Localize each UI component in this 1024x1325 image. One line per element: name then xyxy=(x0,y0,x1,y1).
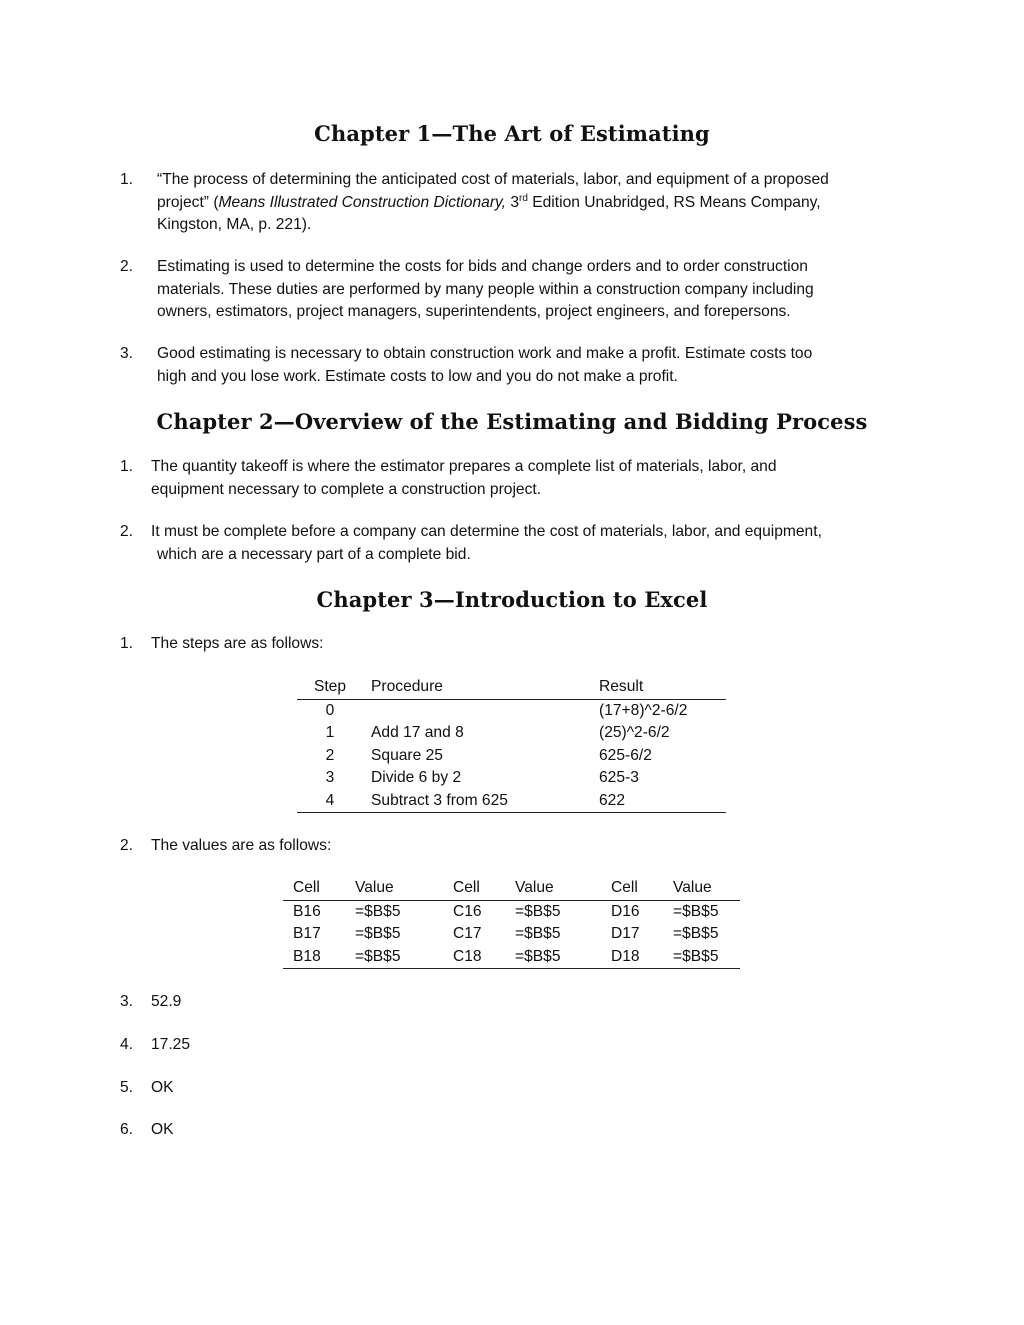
column-header: Cell xyxy=(443,877,505,900)
table-cell: B17 xyxy=(293,925,321,943)
item-number: 5. xyxy=(120,1079,134,1096)
table-row xyxy=(283,900,740,923)
chapter-1-heading: Chapter 1—The Art of Estimating xyxy=(314,121,710,146)
chapter-3-heading: Chapter 3—Introduction to Excel xyxy=(316,587,708,612)
table-header-row xyxy=(297,676,726,699)
item-number: 6. xyxy=(120,1121,134,1138)
table-cell: B16 xyxy=(293,902,321,920)
table-cell: Square 25 xyxy=(371,746,443,764)
table-row xyxy=(283,946,740,969)
text-run: project” ( xyxy=(157,193,219,211)
table-cell: 625-6/2 xyxy=(599,746,652,764)
chapter-2-item-2 xyxy=(120,521,910,569)
item-number: 3. xyxy=(120,345,134,362)
table-row xyxy=(297,767,726,790)
table-cell: =$B$5 xyxy=(355,925,401,943)
item-text: 52.9 xyxy=(151,993,182,1010)
table-cell: 1 xyxy=(325,724,335,742)
table-cell: C16 xyxy=(453,902,482,920)
item-text-line xyxy=(157,192,910,215)
table-cell: 2 xyxy=(325,746,335,764)
item-text: The steps are as follows: xyxy=(151,635,324,652)
item-number: 4. xyxy=(120,1036,134,1053)
chapter-1-item-3 xyxy=(120,343,910,391)
table-cell: Add 17 and 8 xyxy=(371,724,464,742)
table-cell: Divide 6 by 2 xyxy=(371,769,462,787)
table-cell: 622 xyxy=(591,790,726,813)
table-cell: C17 xyxy=(453,925,482,943)
item-text: OK xyxy=(151,1121,174,1138)
table-row xyxy=(297,790,726,813)
table-header-row xyxy=(283,877,740,900)
chapter-3-item-4 xyxy=(120,1034,910,1058)
text-run: 3 xyxy=(505,193,519,211)
column-header: Cell xyxy=(283,877,345,900)
item-text: OK xyxy=(151,1079,174,1096)
item-text-line: which are a necessary part of a complete bid. xyxy=(157,545,471,563)
chapter-2-heading: Chapter 2—Overview of the Estimating and Bidding Process xyxy=(156,409,868,434)
table-cell: 625-3 xyxy=(599,769,639,787)
item-text-line: owners, estimators, project managers, superintendents, project engineers, and forepersons. xyxy=(157,303,791,321)
values-table xyxy=(283,877,740,969)
column-header: Value xyxy=(663,877,740,900)
table-cell: C18 xyxy=(443,946,505,969)
table-row xyxy=(297,722,726,745)
item-text-line: Good estimating is necessary to obtain construction work and make a profit. Estimate costs too xyxy=(157,345,813,362)
column-header: Result xyxy=(591,676,726,699)
table-cell: =$B$5 xyxy=(663,946,740,969)
table-cell: (25)^2-6/2 xyxy=(599,724,670,742)
item-text-line: Estimating is used to determine the costs for bids and change orders and to order construction xyxy=(157,258,808,275)
table-row xyxy=(297,699,726,722)
table-cell: =$B$5 xyxy=(673,925,719,943)
table-cell: D17 xyxy=(611,925,640,943)
table-cell: Subtract 3 from 625 xyxy=(363,790,591,813)
book-title: Means Illustrated Construction Dictionary, xyxy=(218,193,506,211)
table-cell: B18 xyxy=(283,946,345,969)
item-text-line: It must be complete before a company can determine the cost of materials, labor, and equipment, xyxy=(151,523,822,540)
chapter-3-item-2 xyxy=(120,835,910,859)
table-cell: =$B$5 xyxy=(355,902,401,920)
table-cell: =$B$5 xyxy=(515,925,561,943)
superscript: rd xyxy=(519,192,528,204)
column-header: Step xyxy=(297,676,363,699)
chapter-3-item-5 xyxy=(120,1077,910,1101)
item-number: 1. xyxy=(120,635,134,652)
chapter-3-item-6 xyxy=(120,1119,910,1143)
table-cell xyxy=(363,699,591,722)
item-text: 17.25 xyxy=(151,1036,191,1053)
item-number: 3. xyxy=(120,993,134,1010)
item-number: 2. xyxy=(120,258,134,275)
table-cell: 3 xyxy=(325,769,335,787)
chapter-2-item-1 xyxy=(120,456,910,504)
column-header: Value xyxy=(345,877,443,900)
table-cell: (17+8)^2-6/2 xyxy=(599,701,688,719)
table-cell: D16 xyxy=(611,902,640,920)
item-text-line: “The process of determining the anticipated cost of materials, labor, and equipment of a proposed xyxy=(157,171,829,188)
item-number: 1. xyxy=(120,458,134,475)
column-header: Cell xyxy=(601,877,663,900)
item-text-line: The quantity takeoff is where the estimator prepares a complete list of materials, labor, and xyxy=(151,458,777,475)
column-header: Procedure xyxy=(363,676,591,699)
item-number: 2. xyxy=(120,837,134,854)
table-cell: =$B$5 xyxy=(515,902,561,920)
item-text: The values are as follows: xyxy=(151,837,332,854)
table-cell: 0 xyxy=(325,701,335,719)
chapter-1-item-2 xyxy=(120,256,910,326)
item-text-line: high and you lose work. Estimate costs to low and you do not make a profit. xyxy=(157,367,678,385)
table-row xyxy=(283,923,740,946)
item-text-line: materials. These duties are performed by many people within a construction company including xyxy=(157,280,814,298)
table-cell: =$B$5 xyxy=(673,902,719,920)
chapter-3-item-3 xyxy=(120,991,910,1015)
steps-table xyxy=(297,676,726,813)
item-text-line: equipment necessary to complete a construction project. xyxy=(151,480,542,498)
item-number: 1. xyxy=(120,171,134,188)
text-run: Edition Unabridged, RS Means Company, xyxy=(527,193,821,211)
table-cell: D18 xyxy=(601,946,663,969)
table-cell: =$B$5 xyxy=(345,946,443,969)
table-cell: 4 xyxy=(297,790,363,813)
table-cell: =$B$5 xyxy=(505,946,601,969)
chapter-1-item-1 xyxy=(120,169,910,239)
table-row xyxy=(297,745,726,768)
item-text-line: Kingston, MA, p. 221). xyxy=(157,216,312,234)
chapter-3-item-1 xyxy=(120,633,910,657)
column-header: Value xyxy=(505,877,601,900)
item-number: 2. xyxy=(120,523,134,540)
